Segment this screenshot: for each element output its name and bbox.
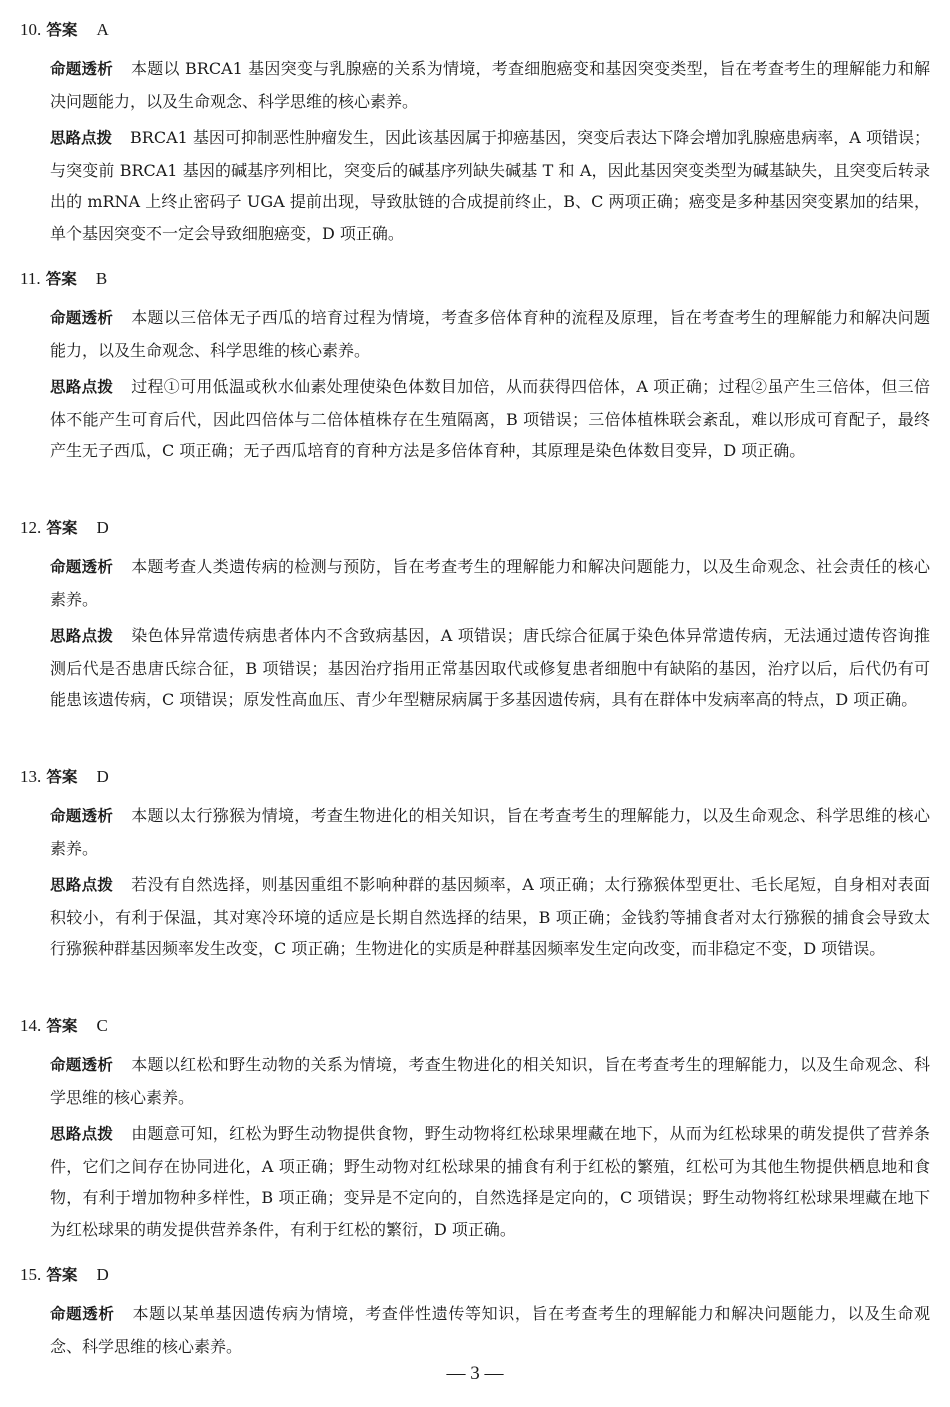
answer-line <box>20 516 109 540</box>
hint-paragraph <box>50 1118 930 1245</box>
answer-label: 答案 <box>45 270 77 288</box>
answer-label: 答案 <box>46 1017 78 1035</box>
intent-label: 命题透析 <box>50 1056 114 1074</box>
hint-text: BRCA1 基因可抑制恶性肿瘤发生，因此该基因属于抑癌基因，突变后表达下降会增加乳腺癌患病率，A 项错误；与突变前 BRCA1 基因的碱基序列相比，突变后的碱基序列缺失碱基 T 和 A，因此基因突变类型为碱基缺失，且突变后转录出的 mRNA 上终止密码子 UGA 提前出现，导致肽链的合成提前终止，B、C 两项正确；癌变是多种基因突变累加的结果，单个基因突变不一定会导致细胞癌变，D 项正确。 <box>50 128 930 243</box>
hint-paragraph <box>50 122 930 249</box>
intent-label: 命题透析 <box>50 60 113 78</box>
intent-label: 命题透析 <box>50 1305 115 1323</box>
hint-label: 思路点拨 <box>50 378 114 396</box>
intent-paragraph <box>50 53 930 117</box>
hint-paragraph <box>50 371 930 467</box>
hint-paragraph <box>50 620 930 716</box>
hint-text: 过程①可用低温或秋水仙素处理使染色体数目加倍，从而获得四倍体，A 项正确；过程②虽产生三倍体，但三倍体不能产生可育后代，因此四倍体与二倍体植株存在生殖隔离，B 项错误；三倍体植株联会紊乱，难以形成可育配子，最终产生无子西瓜，C 项正确；无子西瓜培育的育种方法是多倍体育种，其原理是染色体数目变异，D 项正确。 <box>50 377 930 460</box>
intent-paragraph <box>50 551 930 615</box>
hint-paragraph <box>50 869 930 965</box>
answer-value: B <box>95 269 108 288</box>
hint-text: 若没有自然选择，则基因重组不影响种群的基因频率，A 项正确；太行猕猴体型更壮、毛长尾短，自身相对表面积较小，有利于保温，其对寒冷环境的适应是长期自然选择的结果，B 项正确；金钱豹等捕食者对太行猕猴的捕食会导致太行猕猴种群基因频率发生改变，C 项正确；生物进化的实质是种群基因频率发生定向改变，而非稳定不变，D 项错误。 <box>50 875 930 958</box>
intent-text: 本题以某单基因遗传病为情境，考查伴性遗传等知识，旨在考查考生的理解能力和解决问题能力，以及生命观念、科学思维的核心素养。 <box>50 1304 930 1356</box>
answer-value: D <box>96 767 109 786</box>
answer-label: 答案 <box>46 519 78 537</box>
intent-paragraph <box>50 302 930 366</box>
answer-label: 答案 <box>46 768 78 786</box>
answer-line <box>20 1263 109 1287</box>
intent-label: 命题透析 <box>50 807 114 825</box>
intent-text: 本题以太行猕猴为情境，考查生物进化的相关知识，旨在考查考生的理解能力，以及生命观念、科学思维的核心素养。 <box>50 806 930 858</box>
answer-line <box>20 1014 108 1038</box>
hint-label: 思路点拨 <box>50 1125 114 1143</box>
answer-value: C <box>96 1016 108 1035</box>
question-number: 14. <box>20 1016 42 1035</box>
question-number: 11. <box>20 269 41 288</box>
intent-label: 命题透析 <box>50 309 114 327</box>
question-number: 12. <box>20 518 42 537</box>
intent-text: 本题以三倍体无子西瓜的培育过程为情境，考查多倍体育种的流程及原理，旨在考查考生的理解能力和解决问题能力，以及生命观念、科学思维的核心素养。 <box>50 308 930 360</box>
intent-paragraph <box>50 1298 930 1362</box>
answer-label: 答案 <box>46 1266 78 1284</box>
answer-line <box>20 765 109 789</box>
hint-label: 思路点拨 <box>50 129 113 147</box>
question-number: 10. <box>20 20 42 39</box>
hint-text: 由题意可知，红松为野生动物提供食物，野生动物将红松球果埋藏在地下，从而为红松球果的萌发提供了营养条件，它们之间存在协同进化，A 项正确；野生动物对红松球果的捕食有利于红松的繁殖，红松可为其他生物提供栖息地和食物，有利于增加物种多样性，B 项正确；变异是不定向的，自然选择是定向的，C 项错误；野生动物将红松球果埋藏在地下为红松球果的萌发提供营养条件，有利于红松的繁衍，D 项正确。 <box>50 1124 930 1239</box>
intent-paragraph <box>50 800 930 864</box>
hint-label: 思路点拨 <box>50 627 114 645</box>
question-number: 13. <box>20 767 42 786</box>
page-number: — 3 — <box>446 1363 504 1384</box>
intent-text: 本题以 BRCA1 基因突变与乳腺癌的关系为情境，考查细胞癌变和基因突变类型，旨在考查考生的理解能力和解决问题能力，以及生命观念、科学思维的核心素养。 <box>50 59 930 111</box>
intent-text: 本题以红松和野生动物的关系为情境，考查生物进化的相关知识，旨在考查考生的理解能力，以及生命观念、科学思维的核心素养。 <box>50 1055 930 1107</box>
question-number: 15. <box>20 1265 42 1284</box>
answer-line <box>20 267 107 291</box>
answer-line <box>20 18 109 42</box>
intent-paragraph <box>50 1049 930 1113</box>
answer-value: D <box>96 1265 109 1284</box>
hint-label: 思路点拨 <box>50 876 114 894</box>
answer-value: A <box>96 20 109 39</box>
intent-label: 命题透析 <box>50 558 114 576</box>
intent-text: 本题考查人类遗传病的检测与预防，旨在考查考生的理解能力和解决问题能力，以及生命观念、社会责任的核心素养。 <box>50 557 930 609</box>
hint-text: 染色体异常遗传病患者体内不含致病基因，A 项错误；唐氏综合征属于染色体异常遗传病，无法通过遗传咨询推测后代是否患唐氏综合征，B 项错误；基因治疗指用正常基因取代或修复患者细胞中有缺陷的基因，治疗以后，后代仍有可能患该遗传病，C 项错误；原发性高血压、青少年型糖尿病属于多基因遗传病，具有在群体中发病率高的特点，D 项正确。 <box>50 626 930 709</box>
answer-label: 答案 <box>46 21 78 39</box>
answer-value: D <box>96 518 109 537</box>
